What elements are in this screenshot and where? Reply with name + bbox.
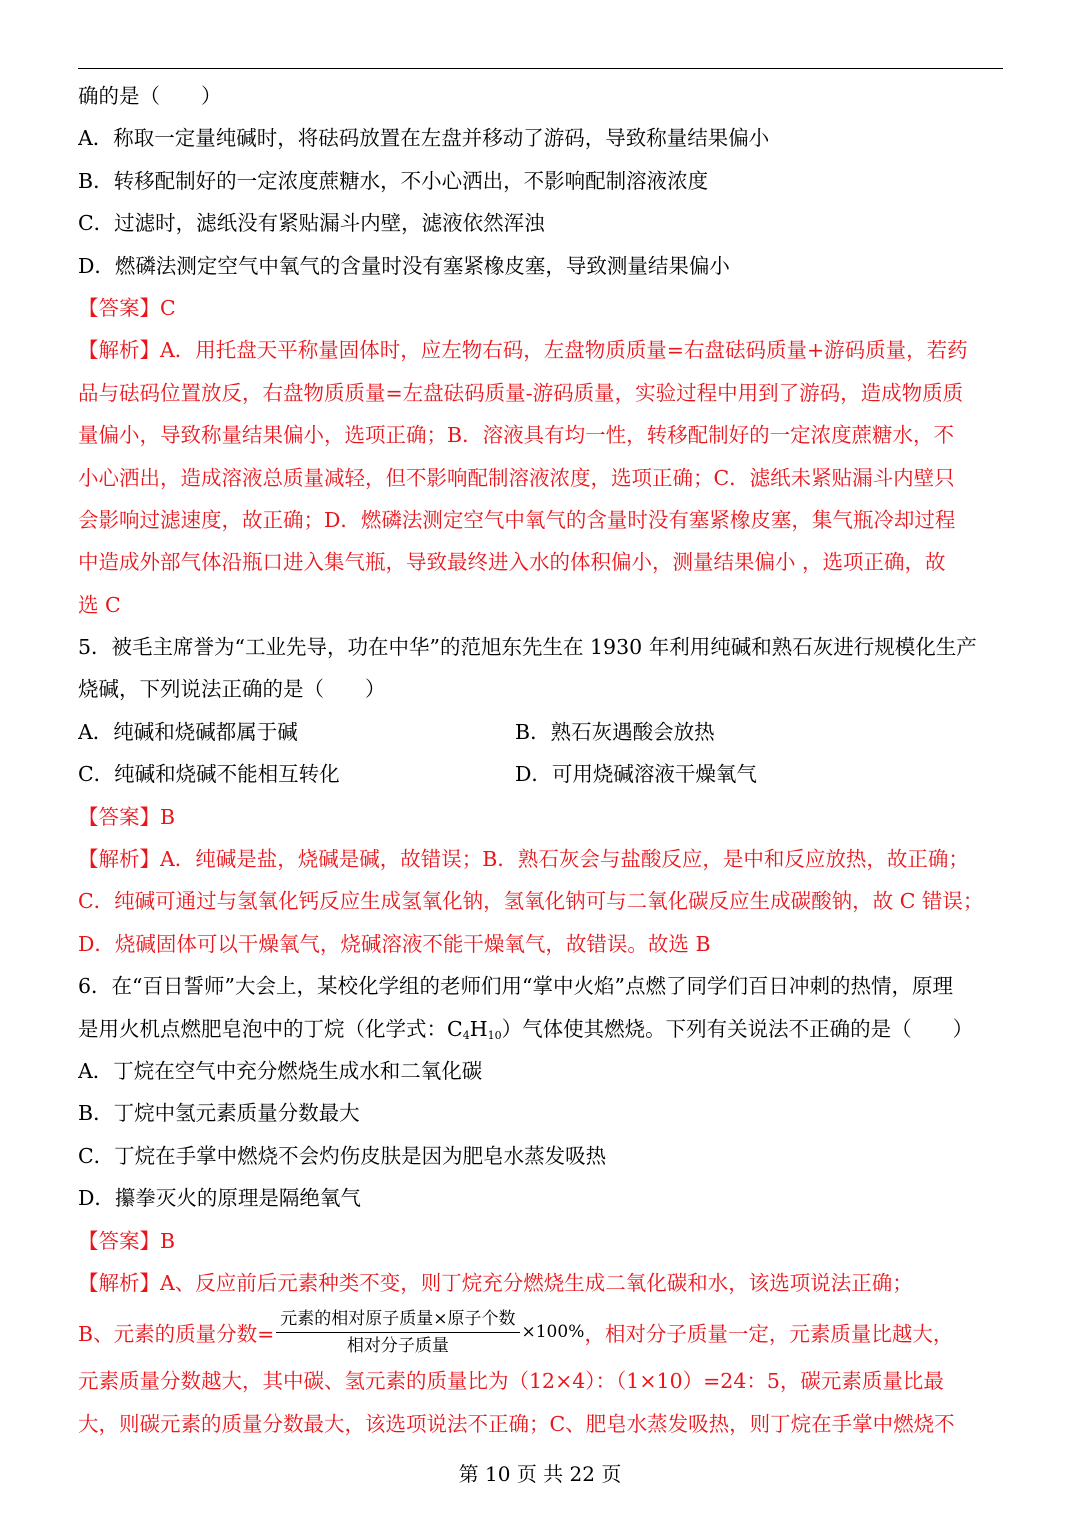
question-stem-tail: 确的是（ ） bbox=[78, 84, 222, 108]
analysis-text: A．用托盘天平称量固体时，应左物右码，左盘物质质量=右盘砝码质量+游码质量，若药 bbox=[160, 338, 968, 363]
option-a: A．纯碱和烧碱都属于碱 bbox=[78, 719, 298, 744]
option-c: C．纯碱和烧碱不能相互转化 bbox=[78, 762, 340, 787]
question-6-stem: 6．在“百日誓师”大会上，某校化学组的老师们用“掌中火焰”点燃了同学们百日冲刺的热情，原理 bbox=[78, 974, 953, 999]
analysis-line: 小心洒出，造成溶液总质量减轻，但不影响配制溶液浓度，选项正确；C．滤纸未紧贴漏斗内壁只 bbox=[78, 465, 955, 490]
analysis-line: 中造成外部气体沿瓶口进入集气瓶，导致最终进入水的体积偏小，测量结果偏小 ，选项正确，故 bbox=[78, 550, 946, 575]
option-row bbox=[78, 711, 1003, 753]
answer-line bbox=[78, 1220, 1003, 1262]
formula-percent: ×100% bbox=[521, 1322, 585, 1343]
option-a: A．称取一定量纯碱时，将砝码放置在左盘并移动了游码，导致称量结果偏小 bbox=[78, 126, 770, 151]
option-c: C．过滤时，滤纸没有紧贴漏斗内壁，滤液依然浑浊 bbox=[78, 211, 545, 236]
analysis-text: A．纯碱是盐，烧碱是碱，故错误；B．熟石灰会与盐酸反应，是中和反应放热，故正确； bbox=[160, 847, 969, 872]
answer-tag: 【答案】 bbox=[78, 1228, 160, 1253]
answer-line bbox=[78, 796, 1003, 838]
question-6-stem bbox=[78, 1008, 1003, 1050]
mass-fraction-formula bbox=[276, 1308, 519, 1357]
analysis-line: 品与砝码位置放反，右盘物质质量=左盘砝码质量-游码质量，实验过程中用到了游码，造成物质质 bbox=[78, 380, 964, 405]
answer-tag: 【答案】 bbox=[78, 804, 160, 829]
analysis-text: A、反应前后元素种类不变，则丁烷充分燃烧生成二氧化碳和水，该选项说法正确； bbox=[160, 1270, 913, 1295]
subscript: 10 bbox=[487, 1028, 502, 1042]
stem-text: 是用火机点燃肥皂泡中的丁烷（化学式：C bbox=[78, 1016, 463, 1041]
option-d: D．燃磷法测定空气中氧气的含量时没有塞紧橡皮塞，导致测量结果偏小 bbox=[78, 253, 730, 278]
formula-prefix: B、元素的质量分数= bbox=[78, 1322, 275, 1347]
option-b: B．转移配制好的一定浓度蔗糖水，不小心洒出，不影响配制溶液浓度 bbox=[78, 168, 709, 193]
analysis-line bbox=[78, 1262, 1003, 1304]
page-content bbox=[78, 75, 1003, 1445]
formula-line bbox=[78, 1304, 1003, 1360]
option-b: B．丁烷中氢元素质量分数最大 bbox=[78, 1101, 360, 1126]
answer-value: B bbox=[160, 1228, 176, 1253]
analysis-line: D．烧碱固体可以干燥氧气，烧碱溶液不能干燥氧气，故错误。故选 B bbox=[78, 931, 711, 956]
option-row bbox=[78, 753, 1003, 795]
analysis-line bbox=[78, 838, 1003, 880]
option-a: A．丁烷在空气中充分燃烧生成水和二氧化碳 bbox=[78, 1058, 483, 1083]
formula-denominator: 相对分子质量 bbox=[346, 1335, 449, 1356]
analysis-line: 选 C bbox=[78, 592, 121, 617]
analysis-tag: 【解析】 bbox=[78, 1270, 160, 1295]
analysis-line: 大，则碳元素的质量分数最大，该选项说法不正确；C、肥皂水蒸发吸热，则丁烷在手掌中燃烧不 bbox=[78, 1411, 955, 1436]
analysis-tag: 【解析】 bbox=[78, 847, 160, 872]
analysis-tag: 【解析】 bbox=[78, 338, 160, 363]
answer-value: C bbox=[160, 295, 176, 320]
question-5-stem: 烧碱，下列说法正确的是（ ） bbox=[78, 677, 386, 702]
formula-suffix: ，相对分子质量一定，元素质量比越大， bbox=[584, 1322, 954, 1347]
option-b: B．熟石灰遇酸会放热 bbox=[515, 719, 715, 744]
option-d: D．可用烧碱溶液干燥氧气 bbox=[515, 762, 757, 787]
answer-value: B bbox=[160, 804, 176, 829]
analysis-line: 元素质量分数越大，其中碳、氢元素的质量比为（12×4）：（1×10）=24：5，碳元素质量比最 bbox=[78, 1369, 944, 1394]
answer-tag: 【答案】 bbox=[78, 295, 160, 320]
analysis-line bbox=[78, 329, 1003, 371]
subscript: 4 bbox=[462, 1028, 470, 1042]
option-d: D．攥拳灭火的原理是隔绝氧气 bbox=[78, 1186, 361, 1211]
answer-line bbox=[78, 287, 1003, 329]
stem-text: ）气体使其燃烧。下列有关说法不正确的是（ ） bbox=[501, 1016, 974, 1041]
option-c: C．丁烷在手掌中燃烧不会灼伤皮肤是因为肥皂水蒸发吸热 bbox=[78, 1143, 607, 1168]
analysis-line: 会影响过滤速度，故正确；D．燃磷法测定空气中氧气的含量时没有塞紧橡皮塞，集气瓶冷却过程 bbox=[78, 507, 956, 532]
analysis-line: C．纯碱可通过与氢氧化钙反应生成氢氧化钠，氢氧化钠可与二氧化碳反应生成碳酸钠，故 C 错误； bbox=[78, 889, 984, 914]
analysis-line: 量偏小，导致称量结果偏小，选项正确；B．溶液具有均一性，转移配制好的一定浓度蔗糖水，不 bbox=[78, 423, 955, 448]
header-rule bbox=[78, 68, 1003, 69]
page-number: 第 10 页 共 22 页 bbox=[458, 1462, 622, 1486]
stem-text: H bbox=[469, 1016, 488, 1041]
question-5-stem: 5．被毛主席誉为“工业先导，功在中华”的范旭东先生在 1930 年利用纯碱和熟石灰进行规模化生产 bbox=[78, 635, 977, 660]
formula-numerator: 元素的相对原子质量×原子个数 bbox=[276, 1308, 519, 1333]
